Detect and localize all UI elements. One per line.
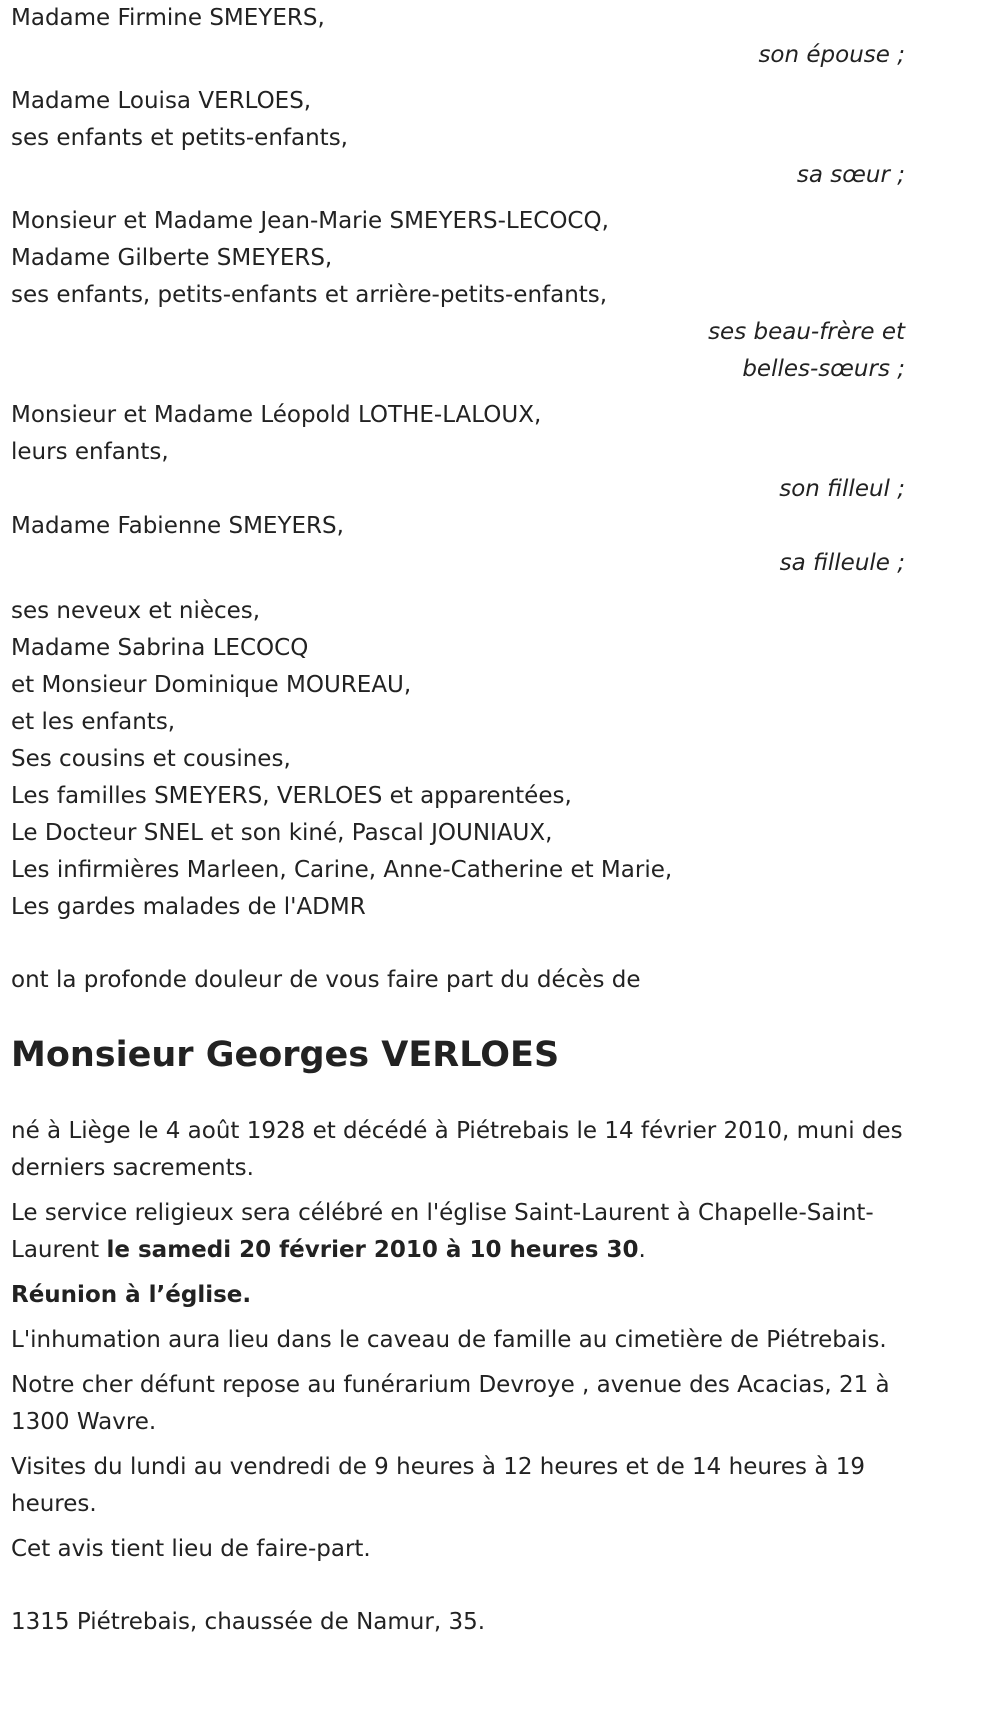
- family-group-in-laws: [11, 203, 911, 388]
- family-group-spouse: [11, 0, 911, 74]
- service-text: [11, 1195, 911, 1269]
- family-group-godson: [11, 397, 911, 508]
- mourner-line: Madame Sabrina LECOCQ: [11, 635, 309, 661]
- notice-text: Cet avis tient lieu de faire-part.: [11, 1536, 371, 1562]
- relationship-label: son épouse ;: [758, 42, 905, 68]
- relationship-label: sa sœur ;: [796, 162, 905, 188]
- family-member-line: Monsieur et Madame Léopold LOTHE-LALOUX,: [11, 402, 542, 428]
- other-mourners-list: [11, 593, 911, 926]
- deceased-name: Monsieur Georges VERLOES: [11, 1035, 560, 1075]
- mourner-line: Ses cousins et cousines,: [11, 746, 291, 772]
- relationship-label: ses beau-frère et: [708, 319, 905, 345]
- mourner-line: Le Docteur SNEL et son kiné, Pascal JOUNIAUX,: [11, 820, 553, 846]
- family-group-goddaughter: [11, 508, 911, 582]
- mourner-line: Les infirmières Marleen, Carine, Anne-Catherine et Marie,: [11, 857, 673, 883]
- address-text: 1315 Piétrebais, chaussée de Namur, 35.: [11, 1609, 486, 1635]
- family-group-sister: [11, 83, 911, 194]
- service-date: le samedi 20 février 2010 à 10 heures 30: [106, 1237, 639, 1263]
- family-member-line: ses enfants, petits-enfants et arrière-petits-enfants,: [11, 282, 608, 308]
- mourner-line: ses neveux et nièces,: [11, 598, 261, 624]
- mourner-line: et les enfants,: [11, 709, 176, 735]
- family-member-line: Madame Fabienne SMEYERS,: [11, 513, 344, 539]
- family-member-line: Madame Louisa VERLOES,: [11, 88, 312, 114]
- birth-death-text: né à Liège le 4 août 1928 et décédé à Piétrebais le 14 février 2010, muni des derniers sacrements.: [11, 1118, 903, 1181]
- funeral-home-text: Notre cher défunt repose au funérarium Devroye , avenue des Acacias, 21 à 1300 Wavre.: [11, 1372, 890, 1435]
- service-text-before: Le service religieux sera célébré en l'église Saint-Laurent à Chapelle-Saint-Laurent: [11, 1200, 874, 1263]
- announcement-text: ont la profonde douleur de vous faire part du décès de: [11, 967, 641, 993]
- relationship-label: belles-sœurs ;: [742, 356, 905, 382]
- mourner-line: Les familles SMEYERS, VERLOES et apparentées,: [11, 783, 572, 809]
- family-member-line: leurs enfants,: [11, 439, 169, 465]
- meeting-text: Réunion à l’église.: [11, 1282, 252, 1308]
- funeral-notice: [11, 0, 911, 1641]
- relationship-label: sa filleule ;: [779, 550, 905, 576]
- family-member-line: Madame Gilberte SMEYERS,: [11, 245, 333, 271]
- visits-text: Visites du lundi au vendredi de 9 heures à 12 heures et de 14 heures à 19 heures.: [11, 1454, 865, 1517]
- mourner-line: et Monsieur Dominique MOUREAU,: [11, 672, 412, 698]
- family-member-line: Madame Firmine SMEYERS,: [11, 5, 325, 31]
- service-text-after: .: [638, 1237, 646, 1263]
- family-member-line: ses enfants et petits-enfants,: [11, 125, 348, 151]
- relationship-label: son filleul ;: [779, 476, 905, 502]
- family-member-line: Monsieur et Madame Jean-Marie SMEYERS-LECOCQ,: [11, 208, 609, 234]
- burial-text: L'inhumation aura lieu dans le caveau de famille au cimetière de Piétrebais.: [11, 1327, 887, 1353]
- mourner-line: Les gardes malades de l'ADMR: [11, 894, 366, 920]
